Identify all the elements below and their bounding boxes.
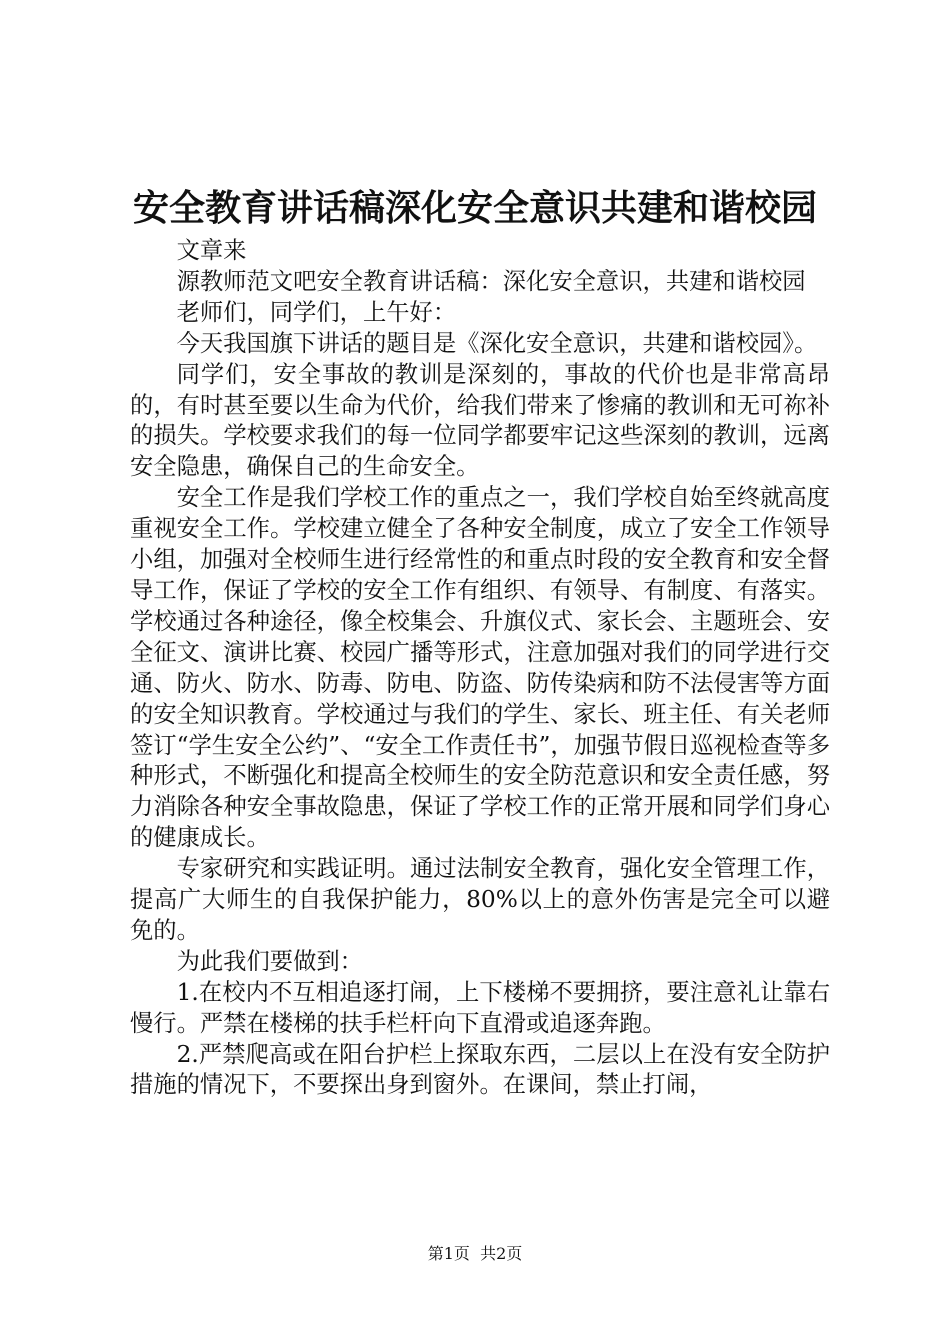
paragraph: 安全工作是我们学校工作的重点之一，我们学校自始至终就高度重视安全工作。学校建立健全了各种安全制度，成立了安全工作领导小组，加强对全校师生进行经常性的和重点时段的安全教育和安全督导工作，保证了学校的安全工作有组织、有领导、有制度、有落实。学校通过各种途径，像全校集会、升旗仪式、家长会、主题班会、安全征文、演讲比赛、校园广播等形式，注意加强对我们的同学进行交通、防火、防水、防毒、防电、防盗、防传染病和防不法侵害等方面的安全知识教育。学校通过与我们的学生、家长、班主任、有关老师签订“学生安全公约”、“安全工作责任书”，加强节假日巡视检查等多种形式，不断强化和提高全校师生的安全防范意识和安全责任感，努力消除各种安全事故隐患，保证了学校工作的正常开展和同学们身心的健康成长。 (130, 484, 830, 852)
document-body (130, 236, 830, 1101)
paragraph: 文章来 (176, 237, 247, 264)
document-title: 安全教育讲话稿深化安全意识共建和谐校园 (132, 188, 817, 229)
page-number-footer: 第1页 共2页 (427, 1244, 523, 1263)
paragraph: 今天我国旗下讲话的题目是《深化安全意识，共建和谐校园》。 (176, 329, 818, 357)
paragraph: 同学们，安全事故的教训是深刻的，事故的代价也是非常高昂的，有时甚至要以生命为代价，给我们带来了惨痛的教训和无可祢补的损失。学校要求我们的每一位同学都要牢记这些深刻的教训，远离安全隐患，确保自己的生命安全。 (130, 360, 830, 481)
paragraph: 专家研究和实践证明。通过法制安全教育，强化安全管理工作，提高广大师生的自我保护能力，80%以上的意外伤害是完全可以避免的。 (130, 855, 830, 944)
paragraph: 源教师范文吧安全教育讲话稿：深化安全意识，共建和谐校园 (176, 267, 806, 295)
paragraph: 老师们，同学们，上午好： (176, 298, 457, 326)
paragraph: 2.严禁爬高或在阳台护栏上探取东西，二层以上在没有安全防护措施的情况下，不要探出身到窗外。在课间，禁止打闹， (130, 1040, 830, 1099)
paragraph: 1.在校内不互相追逐打闹，上下楼梯不要拥挤，要注意礼让靠右慢行。严禁在楼梯的扶手栏杆向下直滑或追逐奔跑。 (130, 978, 830, 1037)
paragraph: 为此我们要做到： (176, 947, 363, 975)
